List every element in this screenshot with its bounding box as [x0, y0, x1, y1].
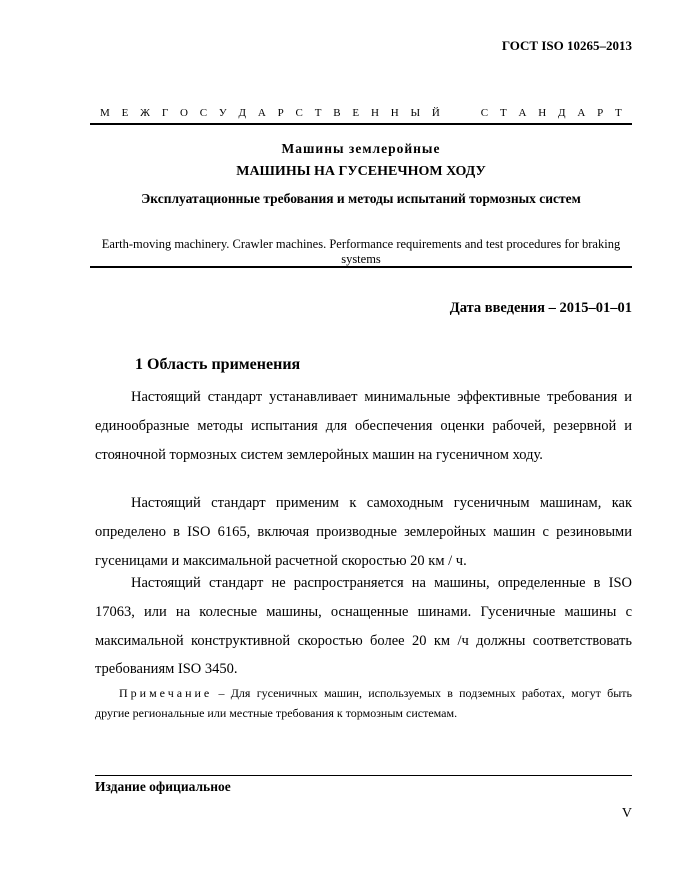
- standard-id: ГОСТ ISO 10265–2013: [501, 38, 632, 53]
- interstate-letter: О: [179, 107, 188, 119]
- note: [95, 683, 632, 723]
- interstate-letter: Т: [615, 107, 622, 119]
- title-line-2: МАШИНЫ НА ГУСЕНЕЧНОМ ХОДУ: [236, 164, 486, 179]
- interstate-letter: В: [333, 107, 341, 119]
- title-line-3: Эксплуатационные требования и методы испытаний тормозных систем: [141, 191, 581, 206]
- scope-paragraph-3: Настоящий стандарт не распространяется на машины, определенные в ISO 17063, или на колесные машины, оснащенные шинами. Гусеничные машины с максимальной конструктивной скоростью более 20 км /ч должны соответствовать требованиям ISO 3450.: [95, 575, 632, 678]
- interstate-letter: [466, 107, 469, 119]
- interstate-letter: А: [257, 107, 266, 119]
- interstate-letter: Д: [558, 107, 566, 119]
- interstate-letter: Ы: [410, 107, 421, 119]
- interstate-letter: Н: [390, 107, 399, 119]
- interstate-standard-label: [100, 107, 622, 119]
- middle-rule: [90, 266, 632, 268]
- interstate-letter: Г: [161, 107, 169, 119]
- interstate-letter: С: [295, 107, 303, 119]
- interstate-letter: У: [218, 107, 227, 119]
- interstate-letter: А: [518, 107, 527, 119]
- interstate-letter: [452, 107, 455, 119]
- scope-paragraph-2: Настоящий стандарт применим к самоходным гусеничным машинам, как определено в ISO 6165, включая производные землеройных машин с резиновыми гусеницами и максимальной расчетной скоростью 20 км / ч.: [95, 495, 632, 569]
- interstate-letter: Т: [499, 107, 507, 119]
- interstate-letter: Н: [370, 107, 379, 119]
- section-heading: 1 Область применения: [135, 356, 301, 373]
- interstate-letter: Й: [431, 107, 440, 119]
- interstate-letter: Р: [277, 107, 284, 119]
- interstate-letter: С: [199, 107, 208, 119]
- interstate-letter: Р: [597, 107, 604, 119]
- introduction-date: Дата введения – 2015–01–01: [449, 300, 632, 316]
- scope-paragraph-1: Настоящий стандарт устанавливает минимальные эффективные требования и единообразные методы испытания для обеспечения оценки рабочей, резервной и стояночной тормозных систем землеройных машин на гусеничном ходу.: [95, 389, 632, 463]
- interstate-letter: Ж: [140, 107, 150, 119]
- interstate-letter: Т: [314, 107, 322, 119]
- interstate-letter: А: [577, 107, 586, 119]
- interstate-letter: С: [480, 107, 489, 119]
- interstate-letter: Е: [352, 107, 360, 119]
- english-title: Earth-moving machinery. Crawler machines. Performance requirements and test procedures for braking systems: [101, 237, 621, 266]
- note-label: Примечание: [119, 686, 213, 700]
- bottom-rule: [95, 775, 632, 776]
- official-edition-label: Издание официальное: [95, 779, 231, 794]
- interstate-letter: Е: [121, 107, 129, 119]
- interstate-letter: Н: [538, 107, 547, 119]
- page-number: V: [621, 806, 632, 821]
- title-line-1: Машины землеройные: [281, 141, 441, 156]
- interstate-letter: М: [100, 107, 110, 119]
- top-rule: [90, 123, 632, 125]
- interstate-letter: Д: [238, 107, 247, 119]
- note-text: – Для гусеничных машин, используемых в подземных работах, могут быть другие региональные или местные требования к тормозным системам.: [95, 686, 632, 720]
